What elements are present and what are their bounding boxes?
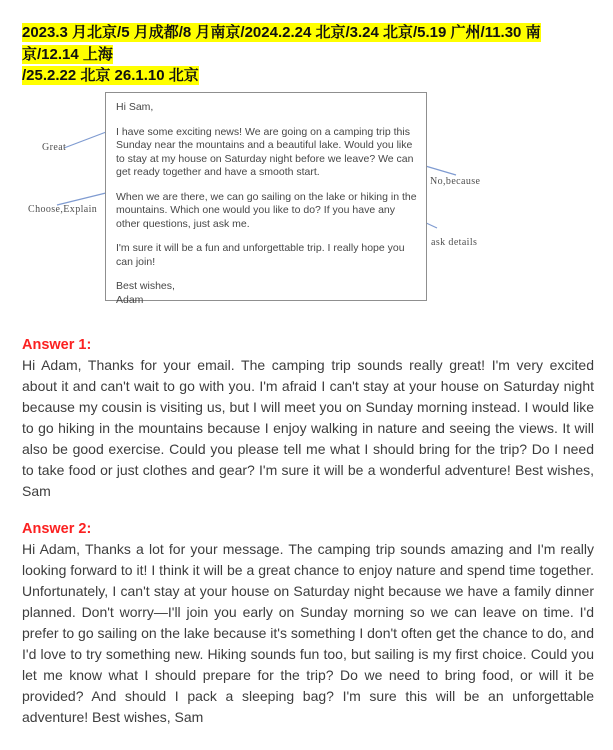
annotation-choose-explain: Choose,Explain xyxy=(28,204,98,215)
answer-2-label: Answer 2: xyxy=(22,521,92,537)
answer-1-section xyxy=(22,336,594,502)
email-paragraph-1: I have some exciting news! We are going on a camping trip this Sunday near the mountains and a beautiful lake. Would you like to stay at my house on Saturday night before we leave? We can get ready together and have a smooth start. xyxy=(116,125,414,178)
answer-2-section xyxy=(22,520,594,728)
annotation-ask-details: ask details xyxy=(431,237,478,248)
email-paragraph-2: When we are there, we can go sailing on the lake or hiking in the mountains. Which one would you like to do? If you have any other questions, just ask me. xyxy=(116,190,417,230)
exam-dates-line2: /25.2.22 北京 26.1.10 北京 xyxy=(22,67,199,84)
email-letter-box xyxy=(105,92,427,306)
email-closing: Best wishes, xyxy=(116,280,175,292)
exam-dates-line1: 2023.3 月北京/5 月成都/8 月南京/2024.2.24 北京/3.24 北京/5.19 广州/11.30 南京/12.14 上海 xyxy=(22,24,541,63)
answer-1-text: Hi Adam, Thanks for your email. The camping trip sounds really great! I'm very excited about it and can't wait to go with you. I'm afraid I can't stay at your house on Saturday night because my cousin is visiting us, but I will meet you on Sunday morning instead. I would like to go hiking in the mountains because I enjoy walking in nature and seeing the views. It will also be good exercise. Could you please tell me what I should bring for the trip? Do I need to take food or just clothes and gear? I'm sure it will be a wonderful adventure! Best wishes, Sam xyxy=(22,357,594,499)
email-signature: Adam xyxy=(116,293,144,306)
annotation-great: Great xyxy=(42,142,67,153)
annotation-no-because: No,because xyxy=(430,176,481,187)
email-greeting: Hi Sam, xyxy=(116,101,154,113)
answer-1-label: Answer 1: xyxy=(22,337,92,353)
email-paragraph-3: I'm sure it will be a fun and unforgettable trip. I really hope you can join! xyxy=(116,242,405,268)
email-figure xyxy=(0,85,613,315)
answer-2-text: Hi Adam, Thanks a lot for your message. The camping trip sounds amazing and I'm really looking forward to it! I think it will be a great chance to enjoy nature and spend time together. Unfortunately, I can't stay at your house on Saturday night because we have a family dinner planned. Don't worry—I'll join you early on Sunday morning so we can leave on time. I'd prefer to go sailing on the lake because it's something I don't often get the chance to do, and I'd love to try something new. Hiking sounds fun too, but sailing is my first choice. Could you let me know what I should prepare for the trip? Do we need to bring food, or will it be provided? And should I pack a sleeping bag? I'm sure this will be an unforgettable adventure! Best wishes, Sam xyxy=(22,541,594,725)
exam-dates-header xyxy=(22,22,597,87)
